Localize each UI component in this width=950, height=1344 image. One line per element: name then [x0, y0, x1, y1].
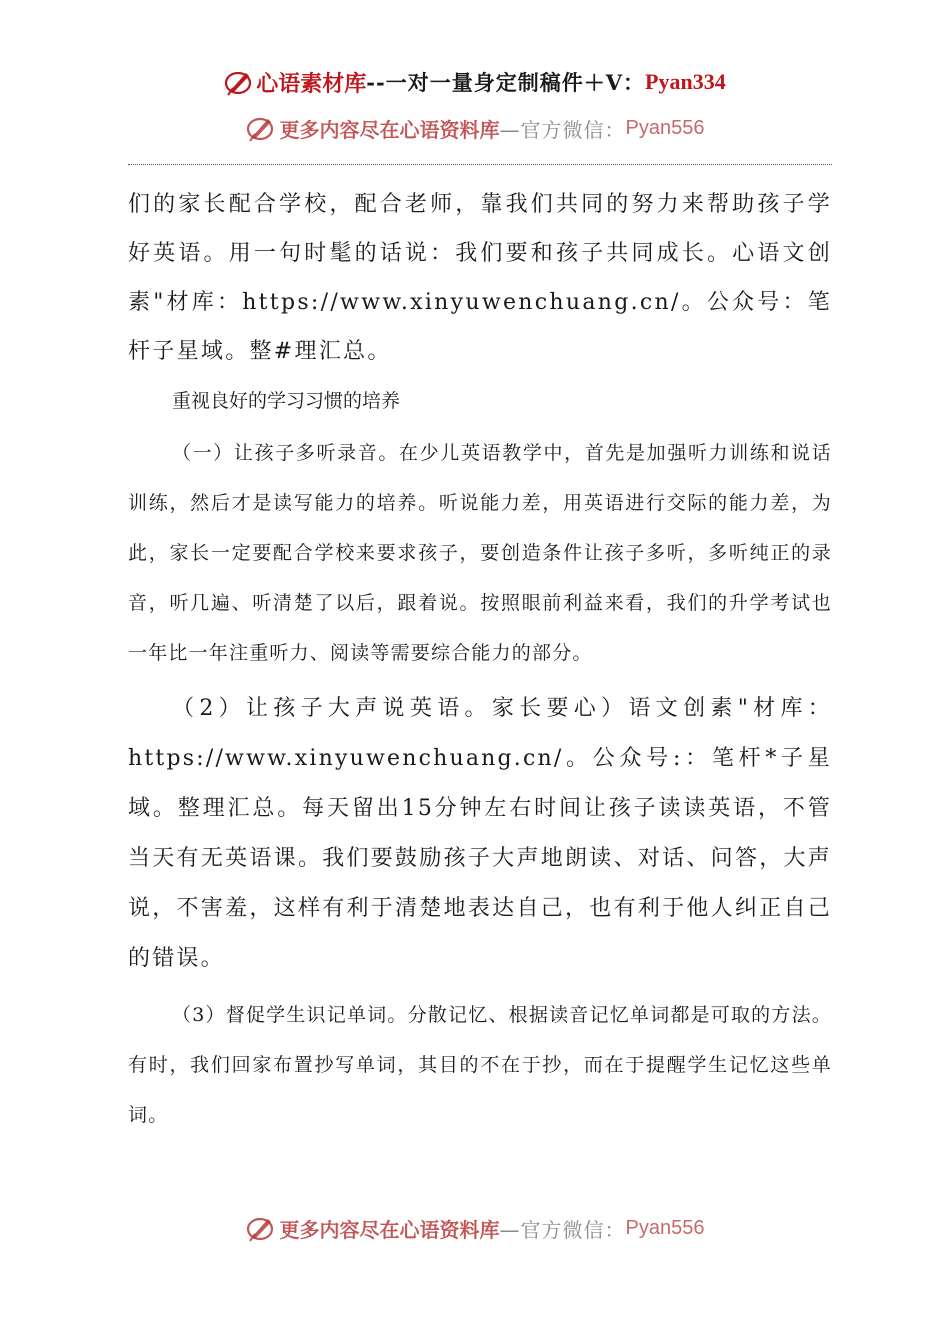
promo-text: 更多内容尽在心语资料库	[279, 1217, 500, 1242]
quill-logo-icon	[246, 1213, 276, 1243]
promo-banner-bottom	[0, 1210, 950, 1246]
paragraph-2: （一）让孩子多听录音。在少儿英语教学中，首先是加强听力训练和说话训练，然后才是读写能力的培养。听说能力差，用英语进行交际的能力差，为此，家长一定要配合学校来要求孩子，要创造条件让孩子多听，多听纯正的录音，听几遍、听清楚了以后，跟着说。按照眼前利益来看，我们的升学考试也一年比一年注重听力、阅读等需要综合能力的部分。	[128, 442, 832, 664]
brand-name: 心语素材库	[256, 71, 367, 97]
quill-logo-icon	[246, 113, 276, 143]
page-header	[0, 64, 950, 100]
promo-label: —官方微信：	[499, 117, 626, 142]
paragraph-3: （2）让孩子大声说英语。家长要心）语文创素"材库：https://www.xinyuwenchuang.cn/。公众号:：笔杆*子星域。整理汇总。每天留出15分钟左右时间让孩子读读英语，不管当天有无英语课。我们要鼓励孩子大声地朗读、对话、问答，大声说，不害羞，这样有利于清楚地表达自己，也有利于他人纠正自己的错误。	[128, 696, 832, 971]
header-slogan: --一对一量身定制稿件＋V：	[366, 70, 646, 95]
section-heading: 重视良好的学习习惯的培养	[172, 390, 401, 412]
promo-label: —官方微信：	[499, 1217, 626, 1242]
document-body	[128, 180, 832, 1140]
header-contact: Pyan334	[645, 69, 726, 94]
header-divider	[128, 164, 832, 165]
paragraph-1: 们的家长配合学校，配合老师，靠我们共同的努力来帮助孩子学好英语。用一句时髦的话说：我们要和孩子共同成长。心语文创素"材库：https://www.xinyuwenchuang.cn/。公众号：笔杆子星域。整#理汇总。	[128, 192, 832, 364]
promo-wechat-id: Pyan556	[625, 1216, 705, 1239]
paragraph-4: （3）督促学生识记单词。分散记忆、根据读音记忆单词都是可取的方法。有时，我们回家布置抄写单词，其目的不在于抄，而在于提醒学生记忆这些单词。	[128, 1004, 832, 1126]
promo-text: 更多内容尽在心语资料库	[279, 117, 500, 142]
quill-logo-icon	[224, 67, 254, 97]
promo-wechat-id: Pyan556	[625, 116, 705, 139]
promo-banner-top	[0, 110, 950, 146]
